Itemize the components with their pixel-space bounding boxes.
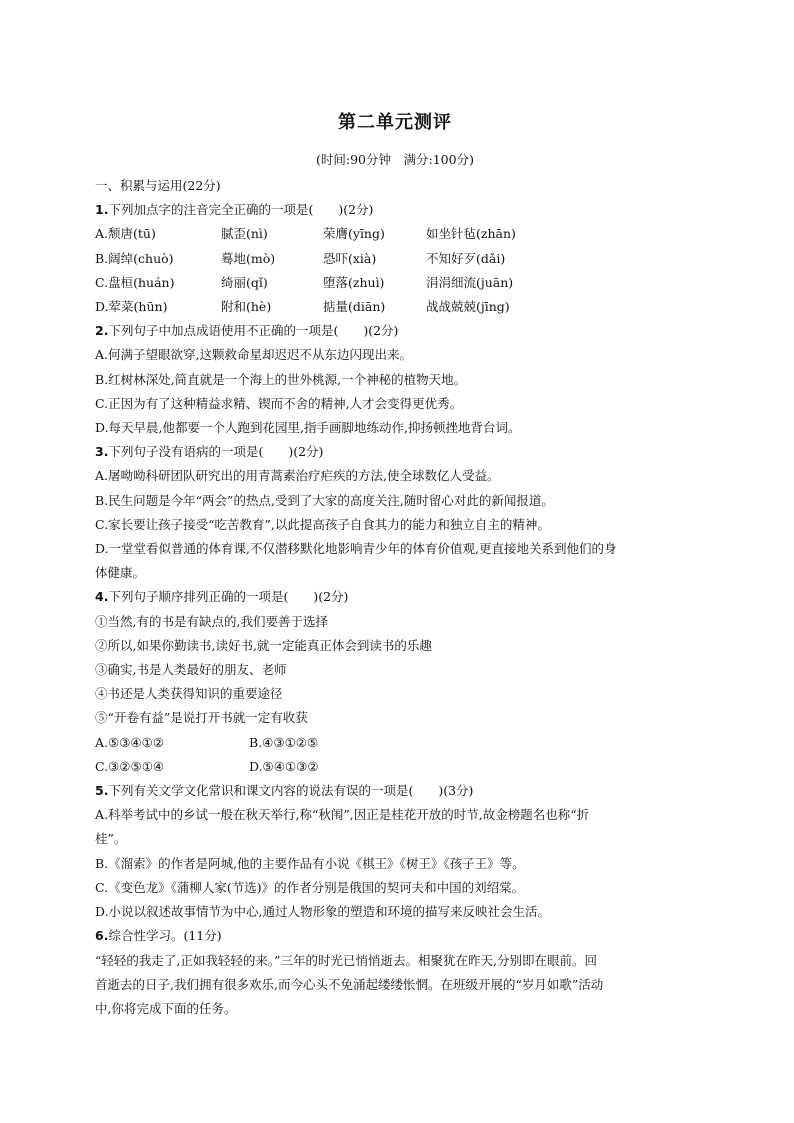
question-number: 1.	[95, 202, 109, 218]
question-5-stem	[95, 779, 695, 803]
question-number: 4.	[95, 589, 109, 605]
exam-info: (时间:90分钟 满分:100分)	[316, 152, 474, 167]
q1-option-a	[95, 222, 695, 246]
q4-options-row-1	[95, 731, 695, 755]
question-number: 2.	[95, 323, 109, 339]
question-4-stem	[95, 585, 695, 609]
q2-option-b: B.红树林深处,简直就是一个海上的世外桃源,一个神秘的植物天地。	[95, 371, 467, 387]
q5-option-a: A.科举考试中的乡试一般在秋天举行,称“秋闱”,因正是桂花开放的时节,故金榜题名也称“折	[95, 807, 590, 823]
q4-sentence-3: ③确实,书是人类最好的朋友、老师	[95, 662, 287, 678]
q4-sentence-4: ④书还是人类获得知识的重要途径	[95, 686, 283, 702]
exam-page	[95, 108, 695, 1021]
q3-option-b: B.民生问题是今年“两会”的热点,受到了大家的高度关注,随时留心对此的新闻报道。	[95, 492, 554, 508]
question-1-stem	[95, 198, 695, 222]
q6-paragraph-line-3: 中,你将完成下面的任务。	[95, 1000, 237, 1016]
question-3-stem	[95, 440, 695, 464]
q6-paragraph-line-2: 首逝去的日子,我们拥有很多欢乐,而今心头不免涌起缕缕怅惘。在班级开展的“岁月如歌”活动	[95, 976, 604, 992]
q2-option-a: A.何满子望眼欲穿,这颗救命星却迟迟不从东边闪现出来。	[95, 347, 412, 363]
option-cell: 不知好歹(dǎi)	[426, 250, 506, 266]
q4-option-d: D.⑤④①③②	[249, 758, 319, 774]
page-title: 第二单元测评	[338, 112, 452, 133]
q3-option-d: D.一堂堂看似普通的体育课,不仅潜移默化地影响青少年的体育价值观,更直接地关系到他们的身	[95, 541, 617, 557]
question-number: 3.	[95, 444, 109, 460]
option-cell: C.盘桓(huán)	[95, 274, 175, 290]
q5-option-c: C.《变色龙》《蒲柳人家(节选)》的作者分别是俄国的契诃夫和中国的刘绍棠。	[95, 879, 525, 895]
q6-paragraph-line-1: “轻轻的我走了,正如我轻轻的来。”三年的时光已悄悄逝去。相聚犹在昨天,分别即在眼前。回	[95, 952, 597, 968]
option-cell: D.荤菜(hūn)	[95, 299, 168, 315]
q5-option-d: D.小说以叙述故事情节为中心,通过人物形象的塑造和环境的描写来反映社会生活。	[95, 904, 551, 920]
question-number: 6.	[95, 928, 109, 944]
q4-options-row-2	[95, 755, 695, 779]
question-text: 下列有关文学文化常识和课文内容的说法有误的一项是( )(3分)	[108, 783, 474, 799]
question-number: 5.	[95, 783, 109, 799]
option-cell: A.颓唐(tū)	[95, 226, 156, 242]
q4-option-a: A.⑤③④①②	[95, 734, 165, 750]
q1-option-b	[95, 247, 695, 271]
question-text: 下列句子没有语病的一项是( )(2分)	[108, 444, 324, 460]
option-cell: 如坐针毡(zhān)	[426, 226, 516, 242]
option-cell: 堕落(zhuì)	[323, 274, 385, 290]
q2-option-c: C.正因为有了这种精益求精、锲而不舍的精神,人才会变得更优秀。	[95, 395, 463, 411]
q3-option-d-continued: 体健康。	[95, 565, 146, 581]
question-text: 下列句子顺序排列正确的一项是( )(2分)	[108, 589, 349, 605]
option-cell: 腻歪(nì)	[221, 226, 268, 242]
q5-option-b: B.《溜索》的作者是阿城,他的主要作品有小说《棋王》《树王》《孩子王》等。	[95, 855, 525, 871]
question-text: 综合性学习。(11分)	[108, 928, 222, 944]
q4-option-b: B.④③①②⑤	[249, 734, 319, 750]
option-cell: 附和(hè)	[221, 299, 272, 315]
question-2-stem	[95, 319, 695, 343]
option-cell: 蓦地(mò)	[221, 250, 276, 266]
q1-option-d	[95, 295, 695, 319]
option-cell: B.阔绰(chuò)	[95, 250, 174, 266]
option-cell: 涓涓细流(juān)	[426, 274, 514, 290]
q1-option-c	[95, 271, 695, 295]
option-cell: 恐吓(xià)	[323, 250, 377, 266]
option-cell: 战战兢兢(jīng)	[426, 299, 510, 315]
option-cell: 荣膺(yīng)	[323, 226, 385, 242]
option-cell: 绮丽(qǐ)	[221, 274, 268, 290]
option-cell: 掂量(diān)	[323, 299, 386, 315]
q4-sentence-2: ②所以,如果你勤读书,读好书,就一定能真正体会到读书的乐趣	[95, 637, 432, 653]
q4-option-c: C.③②⑤①④	[95, 758, 165, 774]
question-text: 下列加点字的注音完全正确的一项是( )(2分)	[108, 202, 374, 218]
q5-option-a-continued: 桂”。	[95, 831, 127, 847]
question-6-stem	[95, 924, 695, 948]
q4-sentence-5: ⑤“开卷有益”是说打开书就一定有收获	[95, 710, 308, 726]
section-heading: 一、积累与运用(22分)	[95, 178, 221, 193]
question-text: 下列句子中加点成语使用不正确的一项是( )(2分)	[108, 323, 399, 339]
q3-option-c: C.家长要让孩子接受“吃苦教育”,以此提高孩子自食其力的能力和独立自主的精神。	[95, 516, 550, 532]
q3-option-a: A.屠呦呦科研团队研究出的用青蒿素治疗疟疾的方法,使全球数亿人受益。	[95, 468, 500, 484]
q4-sentence-1: ①当然,有的书是有缺点的,我们要善于选择	[95, 613, 328, 629]
q2-option-d: D.每天早晨,他都要一个人跑到花园里,指手画脚地练动作,抑扬顿挫地背台词。	[95, 420, 521, 436]
